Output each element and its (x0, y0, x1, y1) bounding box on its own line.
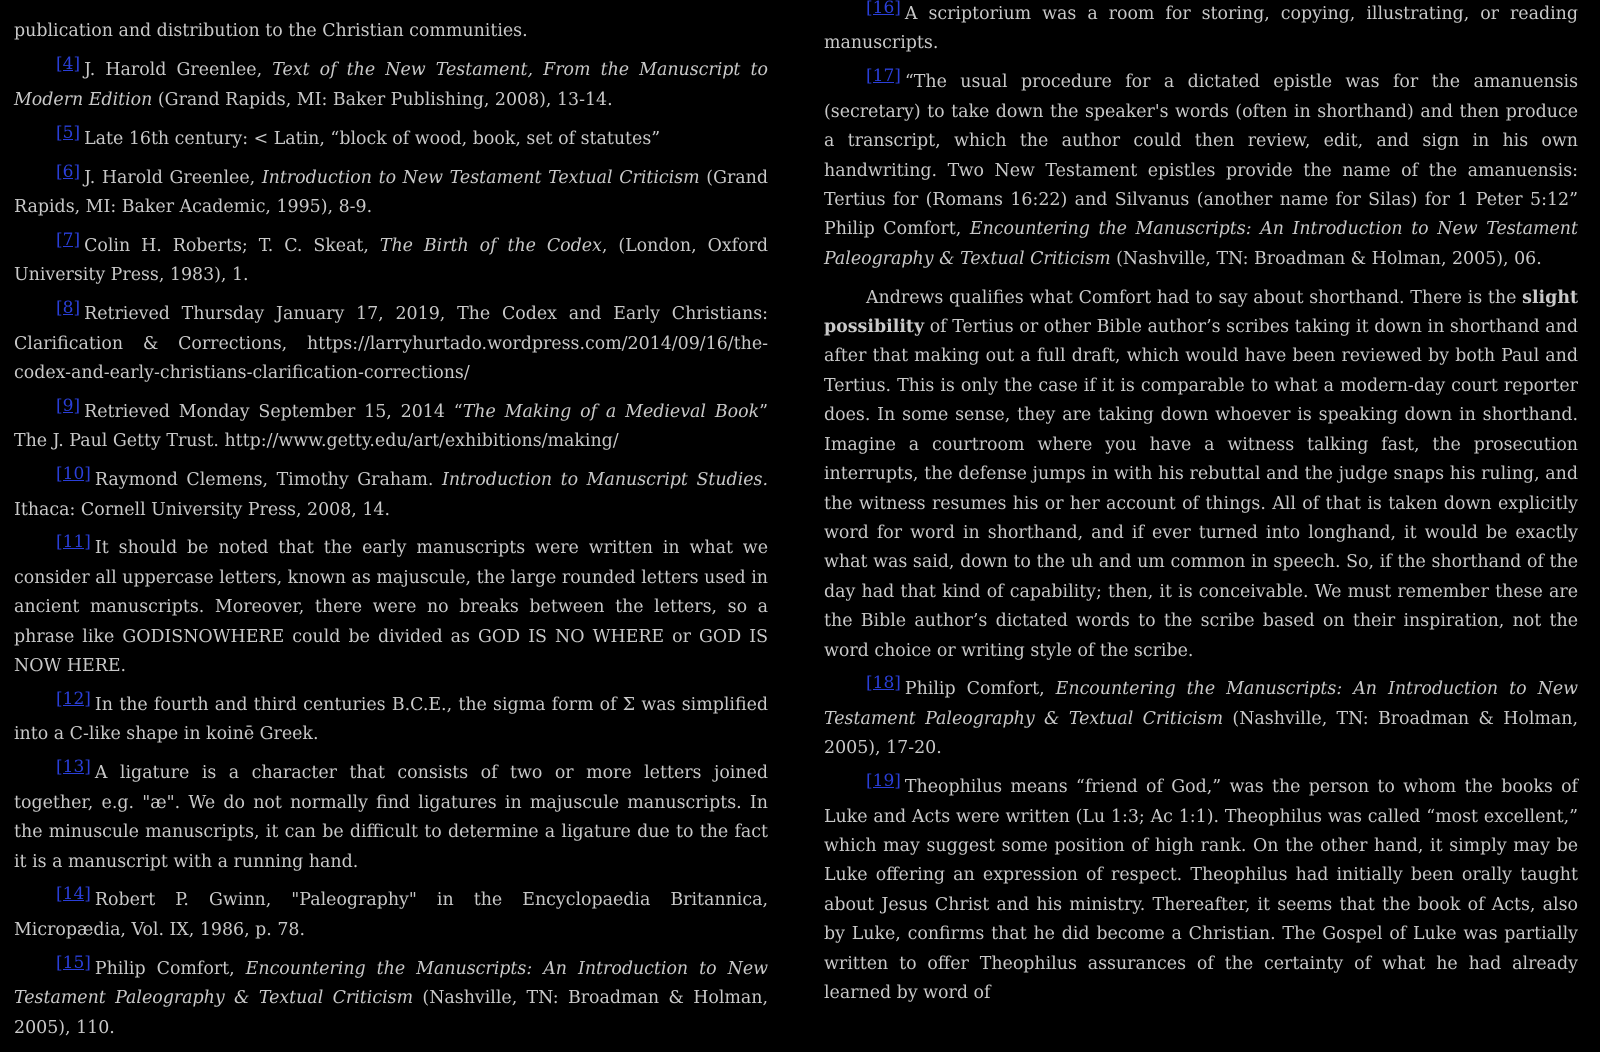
footnote-text: “The usual procedure for a dictated epistle was for the amanuensis (secretary) to take down the speaker's words (often in shorthand) and then produce a transcript, which the author could then review, edit, and sign in his own handwriting. Two New Testament epistles provide the name of the amanuensis: Tertius for (Romans 16:22) and Silvanus (another name for Silas) for 1 Peter 5:12” Philip Comfort, (824, 72, 1578, 240)
footnote-text: (Nashville, TN: Broadman & Holman, 2005), 06. (1110, 248, 1542, 269)
footnote-text: ” The J. Paul Getty Trust. http://www.getty.edu/art/exhibitions/making/ (14, 401, 768, 452)
footnote-title: Encountering the Manuscripts: An Introduction to New Testament Paleography & Textual Criticism (824, 679, 1578, 729)
footnote-title: Encountering the Manuscripts: An Introduction to New Testament Paleography & Textual Criticism (14, 958, 768, 1009)
footnote-text: (Nashville, TN: Broadman & Holman, 2005), 110. (14, 988, 768, 1038)
footnote-19 (824, 773, 1578, 1008)
footnote-text: Philip Comfort, (94, 958, 246, 979)
footnote-text: A ligature is a character that consists of two or more letters joined together, e.g. "æ". We do not normally find ligatures in majuscule manuscripts. In the minuscule manuscripts, it can be difficult to determine a ligature due to the fact it is a manuscript with a running hand. (14, 763, 768, 872)
footnote-10 (14, 466, 768, 525)
footnote-18 (824, 675, 1578, 763)
footnote-text: Late 16th century: < Latin, “block of wood, book, set of statutes” (84, 128, 661, 149)
right-column (824, 0, 1578, 1018)
footnote-text: Theophilus means “friend of God,” was the person to whom the books of Luke and Acts were written (Lu 1:3; Ac 1:1). Theophilus was called “most excellent,” which may suggest some position of high rank. On the other hand, it simply may be Luke offering an expression of respect. Theophilus had initially been orally taught about Jesus Christ and his ministry. Thereafter, it seems that the book of Acts, also by Luke, confirms that he did become a Christian. The Gospel of Luke was partially written to offer Theophilus assurances of the certainty of what he had already learned by word of (824, 777, 1578, 1003)
footnote-text: In the fourth and third centuries B.C.E., the sigma form of Σ was simplified into a C-like shape in koinē Greek. (14, 695, 768, 745)
footnote-text: J. Harold Greenlee, (84, 60, 273, 81)
footnote-ref-12[interactable]: [12] (56, 689, 91, 710)
footnote-ref-14[interactable]: [14] (56, 884, 91, 905)
footnote-text: Philip Comfort, (904, 679, 1056, 700)
footnote-title: Introduction to Manuscript Studies. (441, 470, 768, 491)
footnote-15 (14, 952, 768, 1043)
footnote-text: , (London, Oxford University Press, 1983), 1. (14, 235, 768, 286)
emphasis-text: slight possibility (824, 287, 1578, 338)
footnote-ref-8[interactable]: [8] (56, 298, 81, 319)
footnote-text: Ithaca: Cornell University Press, 2008, 14. (14, 499, 391, 520)
footnote-text: A scriptorium was a room for storing, copying, illustrating, or reading manuscripts. (824, 4, 1578, 54)
footnote-6 (14, 161, 768, 223)
footnote-ref-7[interactable]: [7] (56, 229, 81, 250)
footnote-text: Raymond Clemens, Timothy Graham. (94, 470, 442, 491)
footnote-ref-6[interactable]: [6] (56, 161, 81, 182)
footnote-title: Introduction to New Testament Textual Criticism (261, 167, 700, 188)
footnote-title: Text of the New Testament, From the Manuscript to Modern Edition (14, 60, 768, 110)
footnote-12 (14, 691, 768, 750)
footnote-13 (14, 759, 768, 877)
footnote-ref-10[interactable]: [10] (56, 464, 91, 485)
footnote-7 (14, 229, 768, 291)
footnote-ref-17[interactable]: [17] (866, 66, 901, 87)
footnote-title: Encountering the Manuscripts: An Introduction to New Testament Paleography & Textual Criticism (824, 219, 1578, 269)
footnote-5 (14, 122, 768, 154)
footnote-16 (824, 0, 1578, 59)
footnote-continuation: publication and distribution to the Christian communities. (14, 21, 528, 42)
footnote-9 (14, 395, 768, 457)
footnote-14 (14, 886, 768, 945)
footnote-text: Robert P. Gwinn, "Paleography" in the Encyclopaedia Britannica, Micropædia, Vol. IX, 1986, p. 78. (14, 890, 768, 940)
footnote-text: (Nashville, TN: Broadman & Holman, 2005), 17-20. (824, 708, 1578, 759)
footnote-ref-5[interactable]: [5] (56, 122, 81, 143)
footnote-text: (Grand Rapids, MI: Baker Publishing, 2008), 13-14. (152, 89, 613, 110)
footnote-ref-18[interactable]: [18] (866, 673, 901, 694)
left-column (14, 0, 768, 1052)
paragraph-text: of Tertius or other Bible author’s scribes taking it down in shorthand and after that making out a full draft, which would have been reviewed by both Paul and Tertius. This is only the case if it is comparable to what a modern-day court reporter does. In some sense, they are taking down whoever is speaking down in shorthand. Imagine a courtroom where you have a witness talking fast, the prosecution interrupts, the defense jumps in with his rebuttal and the judge snaps his ruling, and the witness resumes his or her account of things. All of that is taken down explicitly word for word in shorthand, and if ever turned into longhand, it would be exactly what was said, down to the uh and um common in speech. So, if the shorthand of the day had that kind of capability; then, it is conceivable. We must remember these are the Bible author’s dictated words to the scribe based on their inspiration, not the word choice or writing style of the scribe. (824, 317, 1578, 661)
footnote-text: It should be noted that the early manuscripts were written in what we consider all uppercase letters, known as majuscule, the large rounded letters used in ancient manuscripts. Moreover, there were no breaks between the letters, so a phrase like GODISNOWHERE could be divided as GOD IS NO WHERE or GOD IS NOW HERE. (14, 538, 768, 677)
footnote-text: Colin H. Roberts; T. C. Skeat, (84, 235, 380, 256)
footnote-title: The Birth of the Codex (379, 235, 602, 256)
footnote-17 (824, 68, 1578, 274)
footnote-ref-11[interactable]: [11] (56, 532, 91, 553)
footnote-text: J. Harold Greenlee, (84, 167, 262, 188)
footnote-8 (14, 300, 768, 388)
footnote-ref-4[interactable]: [4] (56, 54, 81, 75)
footnote-title: The Making of a Medieval Book (462, 401, 760, 422)
footnote-ref-19[interactable]: [19] (866, 771, 901, 792)
footnote-text: (Grand Rapids, MI: Baker Academic, 1995), 8-9. (14, 167, 768, 217)
footnote-text: Retrieved Thursday January 17, 2019, The Codex and Early Christians: Clarification & Corrections, https://larryhurtado.wordpress.com/2014/09/16/the-codex-and-early-christians-clarification-corrections/ (14, 304, 768, 383)
footnote-ref-15[interactable]: [15] (56, 952, 91, 973)
footnote-11 (14, 534, 768, 681)
footnote-ref-13[interactable]: [13] (56, 757, 91, 778)
andrews-paragraph (824, 284, 1578, 666)
footnote-ref-16[interactable]: [16] (866, 0, 901, 18)
footnote-text: Retrieved Monday September 15, 2014 “ (84, 401, 463, 422)
footnote-ref-9[interactable]: [9] (56, 395, 81, 416)
footnote-4 (14, 56, 768, 115)
paragraph-text: Andrews qualifies what Comfort had to say about shorthand. There is the (866, 287, 1523, 308)
